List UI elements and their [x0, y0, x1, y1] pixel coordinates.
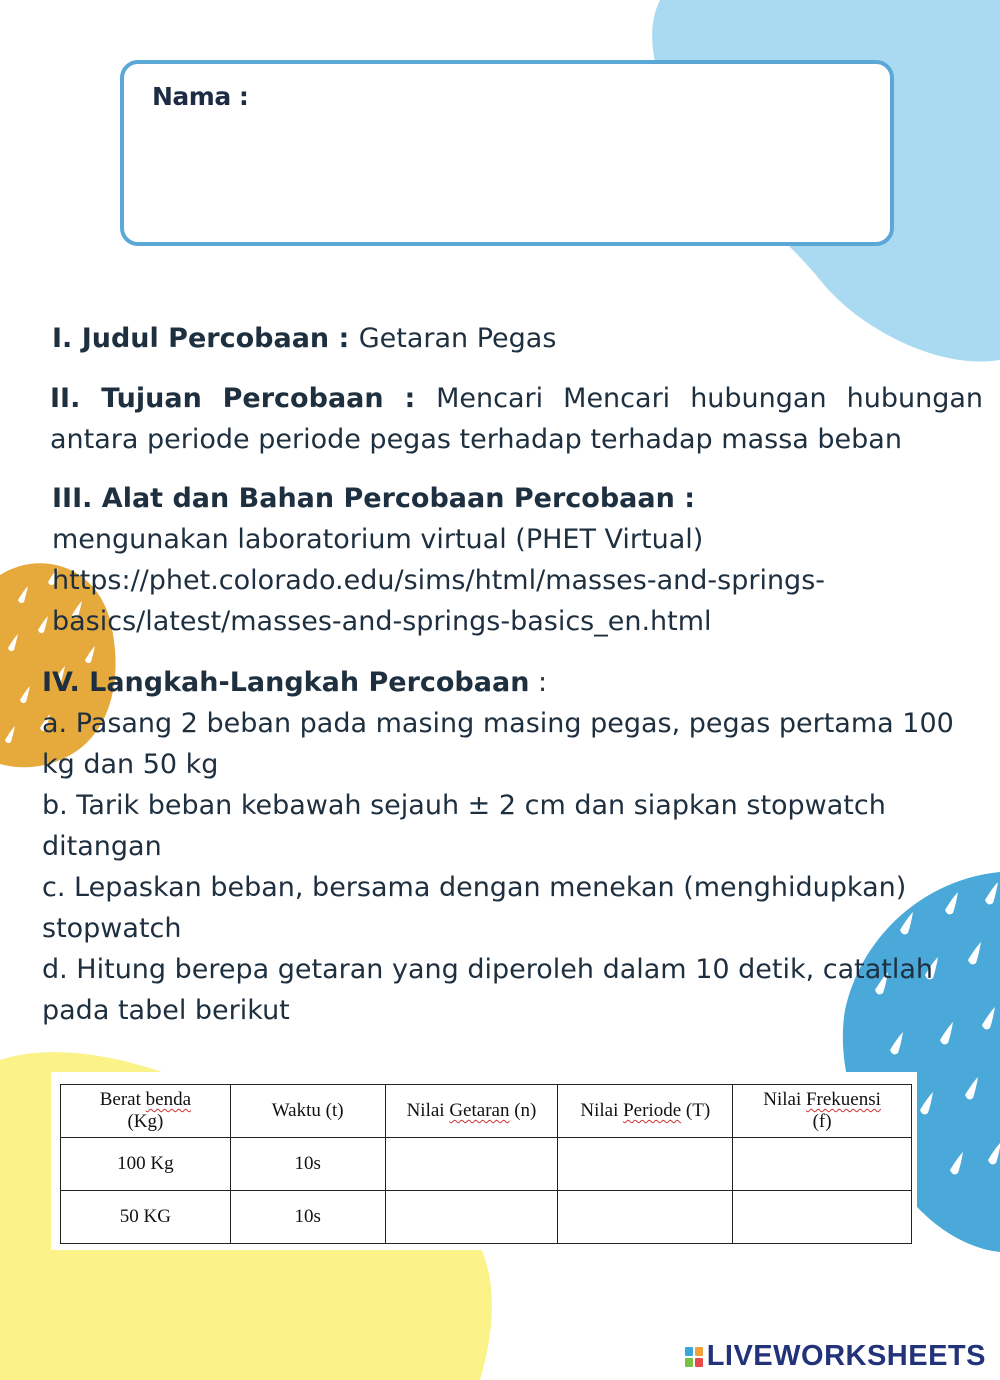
cell-periode-input[interactable] [558, 1138, 733, 1191]
judul-heading: I. Judul Percobaan : [52, 323, 359, 354]
judul-text: Getaran Pegas [358, 323, 557, 354]
data-table-container [51, 1072, 917, 1250]
section-langkah [42, 662, 957, 1031]
header-waktu: Waktu (t) [230, 1085, 385, 1138]
alat-heading: III. Alat dan Bahan Percobaan Percobaan : [52, 483, 696, 514]
alat-line-1: mengunakan laboratorium virtual (PHET Virtual) [52, 524, 704, 555]
header-nilai-getaran: Nilai Getaran (n) [385, 1085, 558, 1138]
section-title-judul [52, 318, 556, 359]
brand-text: LIVEWORKSHEETS [706, 1340, 986, 1372]
step-c: c. Lepaskan beban, bersama dengan menekan (menghidupkan) stopwatch [42, 872, 907, 944]
langkah-colon: : [529, 667, 548, 698]
cell-berat: 50 KG [61, 1191, 231, 1244]
data-table [60, 1084, 912, 1244]
table-row [61, 1191, 912, 1244]
step-a: a. Pasang 2 beban pada masing masing pegas, pegas pertama 100 kg dan 50 kg [42, 708, 954, 780]
tujuan-text: Mencari Mencari hubungan hubungan antara periode periode pegas terhadap terhadap massa beban [50, 383, 984, 455]
phet-url-line-1[interactable]: https://phet.colorado.edu/sims/html/masses-and-springs- [52, 565, 826, 596]
cell-frekuensi-input[interactable] [733, 1138, 912, 1191]
cell-berat: 100 Kg [61, 1138, 231, 1191]
cell-getaran-input[interactable] [385, 1191, 558, 1244]
section-alat-bahan [52, 478, 952, 642]
step-b: b. Tarik beban kebawah sejauh ± 2 cm dan siapkan stopwatch ditangan [42, 790, 886, 862]
tujuan-heading: II. Tujuan Percobaan : [50, 383, 437, 414]
name-label: Nama : [152, 82, 249, 111]
liveworksheets-brand [685, 1340, 986, 1373]
cell-periode-input[interactable] [558, 1191, 733, 1244]
cell-waktu: 10s [230, 1191, 385, 1244]
cell-frekuensi-input[interactable] [733, 1191, 912, 1244]
langkah-heading: IV. Langkah-Langkah Percobaan [42, 667, 530, 698]
header-berat-benda: Berat benda (Kg) [61, 1085, 231, 1138]
name-field-box[interactable] [120, 60, 894, 246]
table-row [61, 1138, 912, 1191]
cell-getaran-input[interactable] [385, 1138, 558, 1191]
section-tujuan [50, 378, 983, 460]
step-d: d. Hitung berepa getaran yang diperoleh dalam 10 detik, catatlah pada tabel berikut [42, 954, 934, 1026]
header-nilai-periode: Nilai Periode (T) [558, 1085, 733, 1138]
cell-waktu: 10s [230, 1138, 385, 1191]
liveworksheets-logo-icon [685, 1347, 703, 1367]
header-nilai-frekuensi: Nilai Frekuensi (f) [733, 1085, 912, 1138]
phet-url-line-2[interactable]: basics/latest/masses-and-springs-basics_en.html [52, 606, 712, 637]
table-header-row [61, 1085, 912, 1138]
